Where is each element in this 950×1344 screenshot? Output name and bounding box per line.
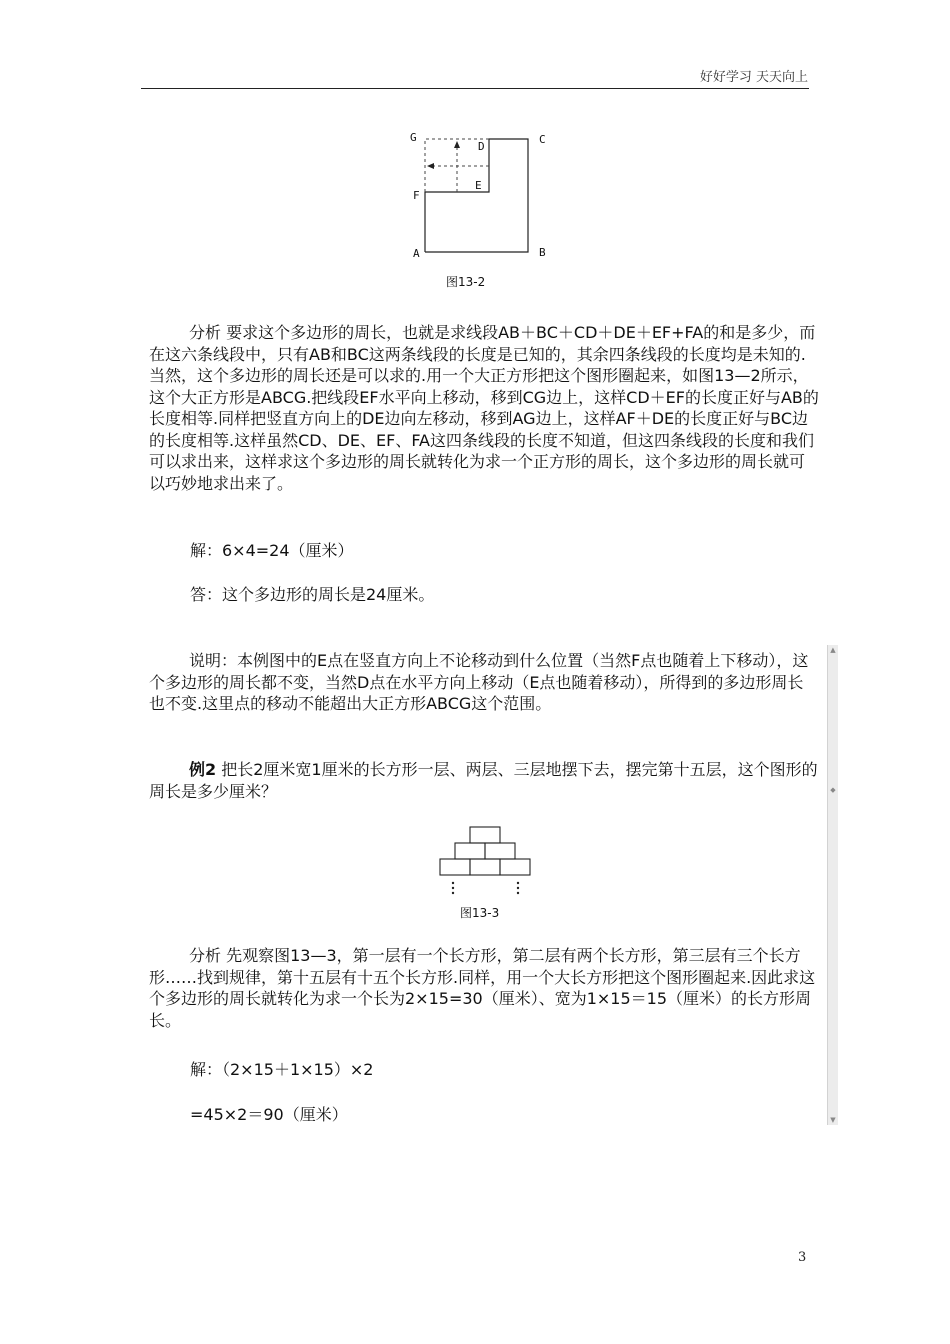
brick-row2 xyxy=(455,843,485,859)
brick-row2 xyxy=(485,843,515,859)
brick-row3 xyxy=(500,859,530,875)
scroll-up-icon[interactable]: ▲ xyxy=(830,646,836,654)
brick-row1 xyxy=(470,827,500,843)
label-d: D xyxy=(478,140,485,153)
analysis-text: 先观察图13—3，第一层有一个长方形，第二层有两个长方形，第三层有三个长方形……找到规律，第十五层有十五个长方形.同样，用一个大长方形把这个图形圈起来.因此求这个多边形的周长就转化为求一个长为2×15=30（厘米）、宽为1×15＝15（厘米）的长方形周长。 xyxy=(149,946,816,1030)
label-c: C xyxy=(539,133,546,146)
arrow-up-icon xyxy=(454,141,460,148)
solution-1: 解：6×4=24（厘米） xyxy=(190,541,354,560)
note-lead: 说明： xyxy=(189,651,238,670)
scrollbar[interactable] xyxy=(827,645,838,1125)
analysis-lead: 分析 xyxy=(189,946,222,965)
brick-row3 xyxy=(470,859,500,875)
solution-2-line-1: 解：（2×15＋1×15）×2 xyxy=(190,1060,374,1079)
ellipsis-dots xyxy=(452,882,519,894)
figure-caption: 图13-3 xyxy=(460,906,500,920)
header-text: 好好学习 天天向上 xyxy=(699,70,808,85)
note-paragraph xyxy=(149,650,819,715)
page-number: 3 xyxy=(798,1250,807,1265)
arrow-left-icon xyxy=(427,163,434,169)
analysis-text: 要求这个多边形的周长，也就是求线段AB＋BC＋CD＋DE＋EF+FA的和是多少，而在这六条线段中，只有AB和BC这两条线段的长度是已知的，其余四条线段的长度均是未知的.当然，这个多边形的周长还是可以求的.用一个大正方形把这个图形圈起来，如图13—2所示，这个大正方形是ABCG.把线段EF水平向上移动，移到CG边上，这样CD＋EF的长度正好与AB的长度相等.同样把竖直方向上的DE边向左移动，移到AG边上，这样AF＋DE的长度正好与BC边的长度相等.这样虽然CD、DE、EF、FA这四条线段的长度不知道，但这四条线段的长度和我们可以求出来，这样求这个多边形的周长就转化为求一个正方形的周长，这个多边形的周长就可以巧妙地求出来了。 xyxy=(149,323,819,493)
scroll-marker-icon: ◆ xyxy=(830,786,836,794)
example-text: 把长2厘米宽1厘米的长方形一层、两层、三层地摆下去，摆完第十五层，这个图形的周长是多少厘米？ xyxy=(149,760,818,801)
figure-13-2 xyxy=(400,126,560,294)
header-rule xyxy=(141,88,809,89)
solution-2-line-2: =45×2＝90（厘米） xyxy=(190,1105,348,1124)
label-g: G xyxy=(410,131,417,144)
analysis-paragraph-2 xyxy=(149,945,819,1031)
label-b: B xyxy=(539,246,546,259)
label-a: A xyxy=(413,247,420,260)
example-2-paragraph xyxy=(149,759,819,802)
polygon-outline xyxy=(425,139,528,252)
scroll-down-icon[interactable]: ▼ xyxy=(830,1116,836,1124)
brick-row3 xyxy=(440,859,470,875)
analysis-paragraph-1 xyxy=(149,322,819,494)
label-e: E xyxy=(475,179,482,192)
analysis-lead: 分析 xyxy=(189,323,222,342)
figure-13-3 xyxy=(436,822,536,926)
answer-1: 答：这个多边形的周长是24厘米。 xyxy=(190,585,435,604)
example-label: 例2 xyxy=(189,760,217,779)
figure-caption: 图13-2 xyxy=(446,275,486,289)
note-text: 本例图中的E点在竖直方向上不论移动到什么位置（当然F点也随着上下移动），这个多边形的周长都不变，当然D点在水平方向上移动（E点也随着移动），所得到的多边形周长也不变.这里点的移动不能超出大正方形ABCG这个范围。 xyxy=(149,651,809,713)
label-f: F xyxy=(413,189,420,202)
